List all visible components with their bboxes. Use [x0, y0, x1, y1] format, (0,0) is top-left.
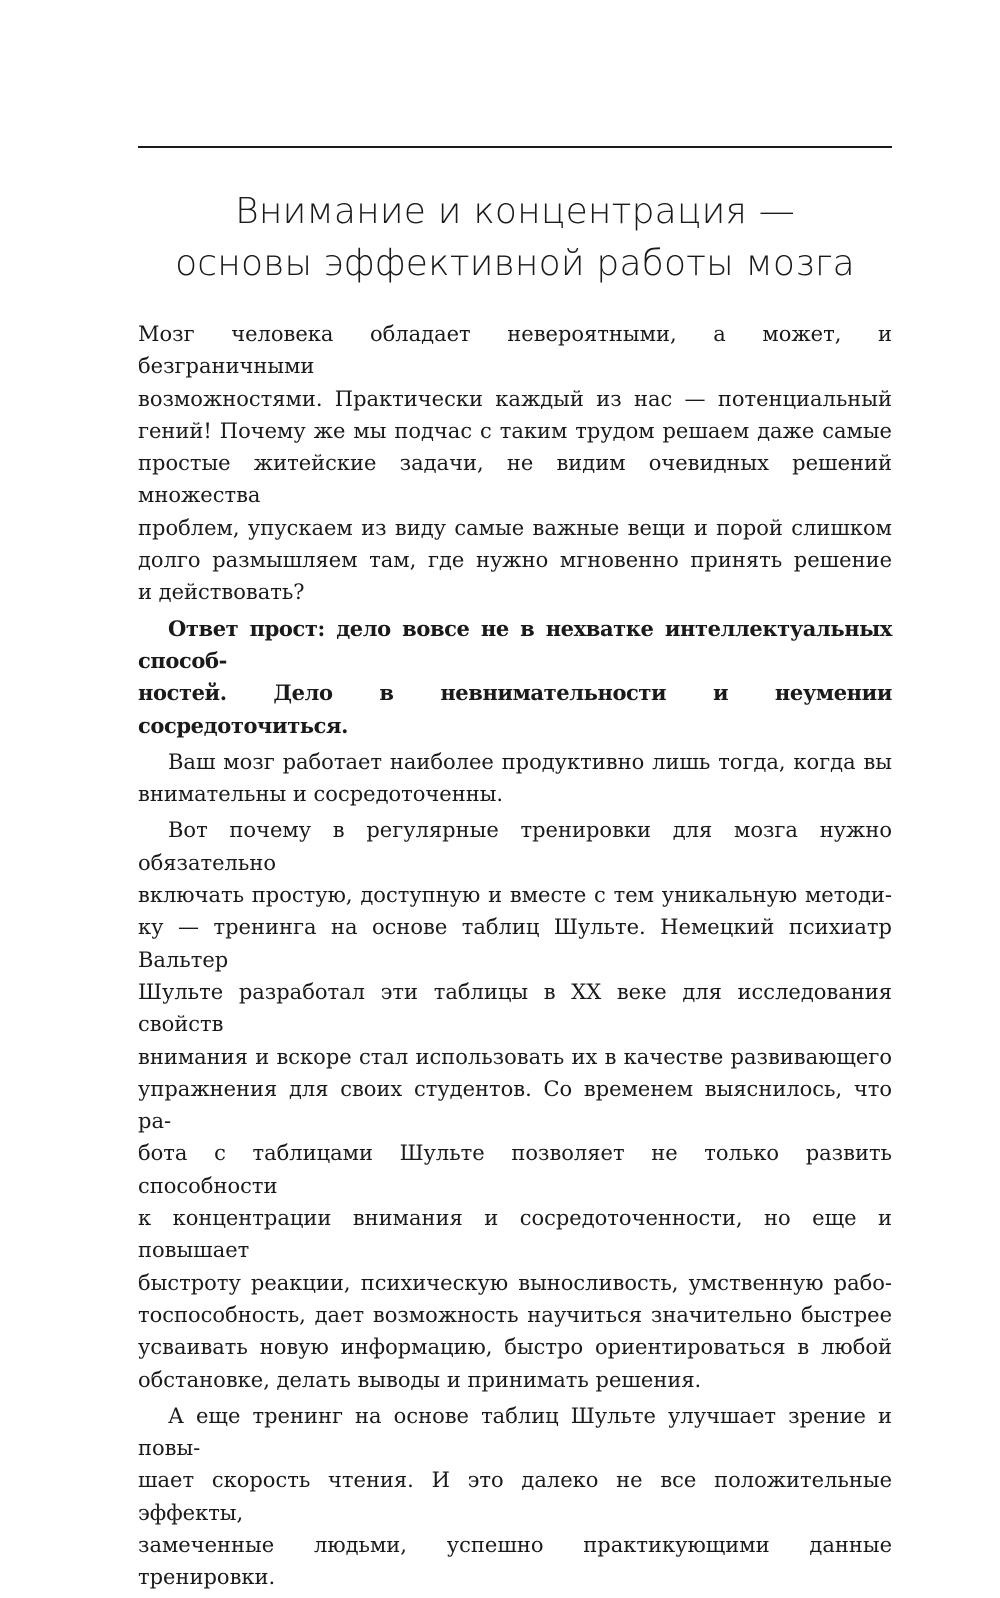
text-line: гений! Почему же мы подчас с таким трудом решаем даже самые — [138, 418, 892, 443]
text-line: к концентрации внимания и сосредоточенности, но еще и повышает — [138, 1206, 892, 1263]
text-line: Ваш мозг работает наиболее продуктивно лишь тогда, когда вы — [168, 749, 892, 774]
text-line: ностей. Дело в невнимательности и неумении сосредоточиться. — [138, 680, 892, 738]
text-line: тоспособность, дает возможность научиться значительно быстрее — [138, 1302, 892, 1327]
paragraph-vision-reading — [138, 1400, 892, 1594]
paragraph-bold-answer — [138, 613, 892, 742]
text-line: бота с таблицами Шульте позволяет не только развить способности — [138, 1141, 892, 1198]
text-line: возможностями. Практически каждый из нас — потенциальный — [138, 386, 892, 411]
text-line: Мозг человека обладает невероятными, а может, и безграничными — [138, 322, 892, 379]
chapter-body — [138, 318, 892, 1598]
chapter-title-line-2: основы эффективной работы мозга — [175, 243, 855, 284]
text-line: замеченные людьми, успешно практикующими данные тренировки. — [138, 1532, 892, 1590]
text-line: быстроту реакции, психическую выносливость, умственную рабо- — [138, 1270, 892, 1295]
text-line: Ответ прост: дело вовсе не в нехватке интеллектуальных способ- — [138, 615, 892, 673]
chapter-title — [120, 186, 910, 290]
text-line: шает скорость чтения. И это далеко не все положительные эффекты, — [138, 1468, 892, 1525]
paragraph-brain-productivity — [138, 746, 892, 811]
text-line: усваивать новую информацию, быстро ориентироваться в любой — [138, 1335, 892, 1360]
text-line: Шульте разработал эти таблицы в XX веке для исследования свойств — [138, 979, 892, 1037]
paragraph-schulte-tables — [138, 814, 892, 1395]
chapter-title-line-1: Внимание и концентрация — — [235, 191, 795, 232]
text-line: внимательны и сосредоточенны. — [138, 782, 504, 807]
text-line: и действовать? — [138, 580, 305, 605]
text-line: обстановке, делать выводы и принимать решения. — [138, 1367, 702, 1392]
text-line: упражнения для своих студентов. Со временем выяснилось, что ра- — [138, 1076, 892, 1134]
text-line: включать простую, доступную и вместе с тем уникальную методи- — [138, 883, 892, 908]
text-line: А еще тренинг на основе таблиц Шульте улучшает зрение и повы- — [138, 1403, 892, 1461]
text-line: ку — тренинга на основе таблиц Шульте. Немецкий психиатр Вальтер — [138, 915, 892, 972]
text-line: простые житейские задачи, не видим очевидных решений множества — [138, 451, 892, 508]
text-line: Вот почему в регулярные тренировки для мозга нужно обязательно — [138, 818, 892, 875]
text-line: долго размышляем там, где нужно мгновенно принять решение — [138, 548, 892, 573]
text-line: проблем, упускаем из виду самые важные вещи и порой слишком — [138, 515, 892, 540]
paragraph-intro — [138, 318, 892, 609]
chapter-top-rule — [138, 146, 892, 148]
text-line: внимания и вскоре стал использовать их в качестве развивающего — [138, 1044, 892, 1069]
